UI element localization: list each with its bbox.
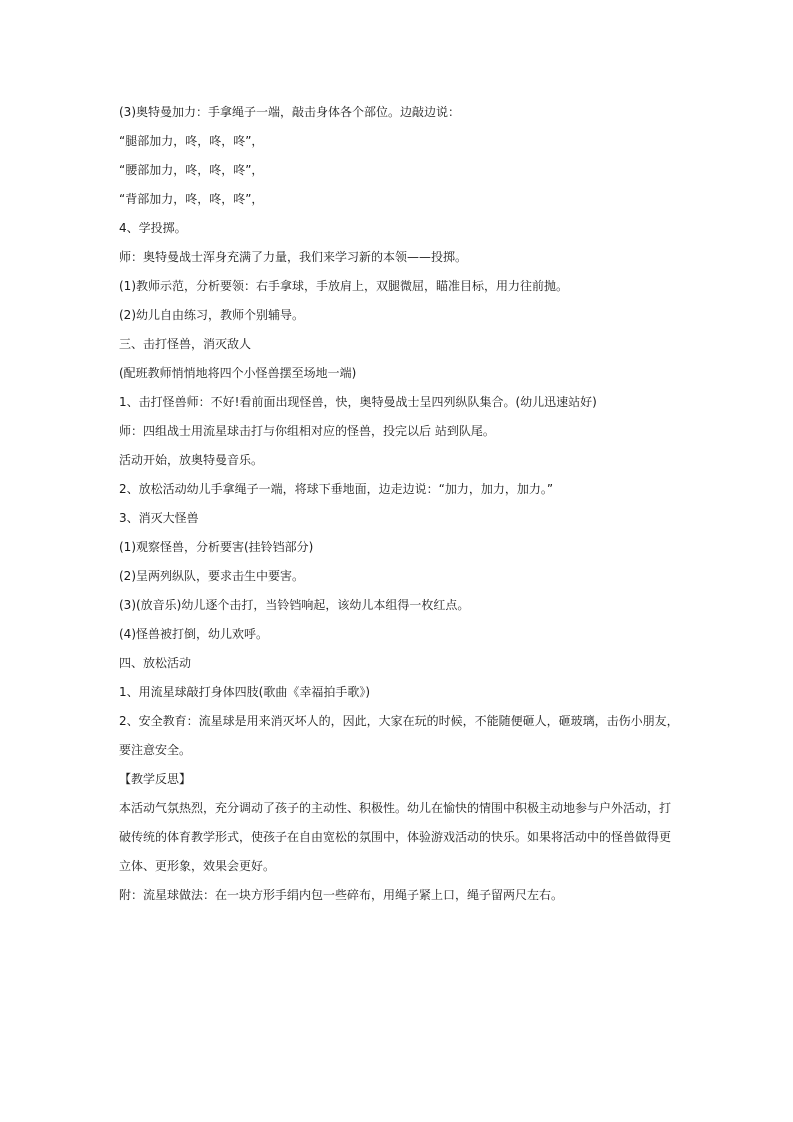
text-line: 1、击打怪兽师：不好!看前面出现怪兽，快，奥特曼战士呈四列纵队集合。(幼儿迅速站好) [119, 395, 597, 409]
text-line: (2)幼儿自由练习，教师个别辅导。 [119, 308, 304, 322]
text-line: (2)呈两列纵队，要求击生中要害。 [119, 569, 304, 583]
text-line: 师：奥特曼战士浑身充满了力量，我们来学习新的本领——投掷。 [119, 250, 468, 264]
text-line: 要注意安全。 [119, 743, 192, 757]
text-line: (配班教师悄悄地将四个小怪兽摆至场地一端) [119, 366, 357, 380]
text-line: “腿部加力，咚，咚，咚”， [119, 134, 264, 148]
text-line: 立体、更形象，效果会更好。 [119, 859, 276, 873]
text-line: (1)教师示范，分析要领：右手拿球，手放肩上，双腿微屈，瞄准目标，用力往前抛。 [119, 279, 569, 293]
section-heading: 【教学反思】 [119, 772, 192, 786]
text-line: “背部加力，咚，咚，咚”， [119, 192, 264, 206]
text-line: (4)怪兽被打倒，幼儿欢呼。 [119, 627, 268, 641]
text-line: (3)奥特曼加力：手拿绳子一端，敲击身体各个部位。边敲边说： [119, 105, 461, 119]
text-line: 破传统的体育教学形式，使孩子在自由宽松的氛围中，体验游戏活动的快乐。如果将活动中的怪兽做得更 [119, 830, 672, 844]
text-line: 附：流星球做法：在一块方形手绢内包一些碎布，用绳子紧上口，绳子留两尺左右。 [119, 888, 564, 902]
text-line: 本活动气氛热烈，充分调动了孩子的主动性、积极性。幼儿在愉快的情围中积极主动地参与户外活动，打 [119, 801, 672, 815]
text-line: 2、放松活动幼儿手拿绳子一端，将球下垂地面，边走边说：“加力，加力，加力。” [119, 482, 554, 496]
text-line: (1)观察怪兽，分析要害(挂铃铛部分) [119, 540, 314, 554]
text-line: 3、消灭大怪兽 [119, 511, 199, 525]
text-line: “腰部加力，咚，咚，咚”， [119, 163, 264, 177]
section-heading: 三、击打怪兽，消灭敌人 [119, 337, 252, 351]
section-heading: 四、放松活动 [119, 656, 192, 670]
text-line: 4、学投掷。 [119, 221, 187, 235]
text-line: 活动开始，放奥特曼音乐。 [119, 453, 264, 467]
text-line: 1、用流星球敲打身体四肢(歌曲《幸福拍手歌》) [119, 685, 370, 699]
text-line: (3)(放音乐)幼儿逐个击打，当铃铛响起，该幼儿本组得一枚红点。 [119, 598, 470, 612]
text-line: 2、安全教育：流星球是用来消灭坏人的，因此，大家在玩的时候，不能随便砸人，砸玻璃，击伤小朋友， [119, 714, 679, 728]
text-line: 师：四组战士用流星球击打与你组相对应的怪兽，投完以后 站到队尾。 [119, 424, 495, 438]
